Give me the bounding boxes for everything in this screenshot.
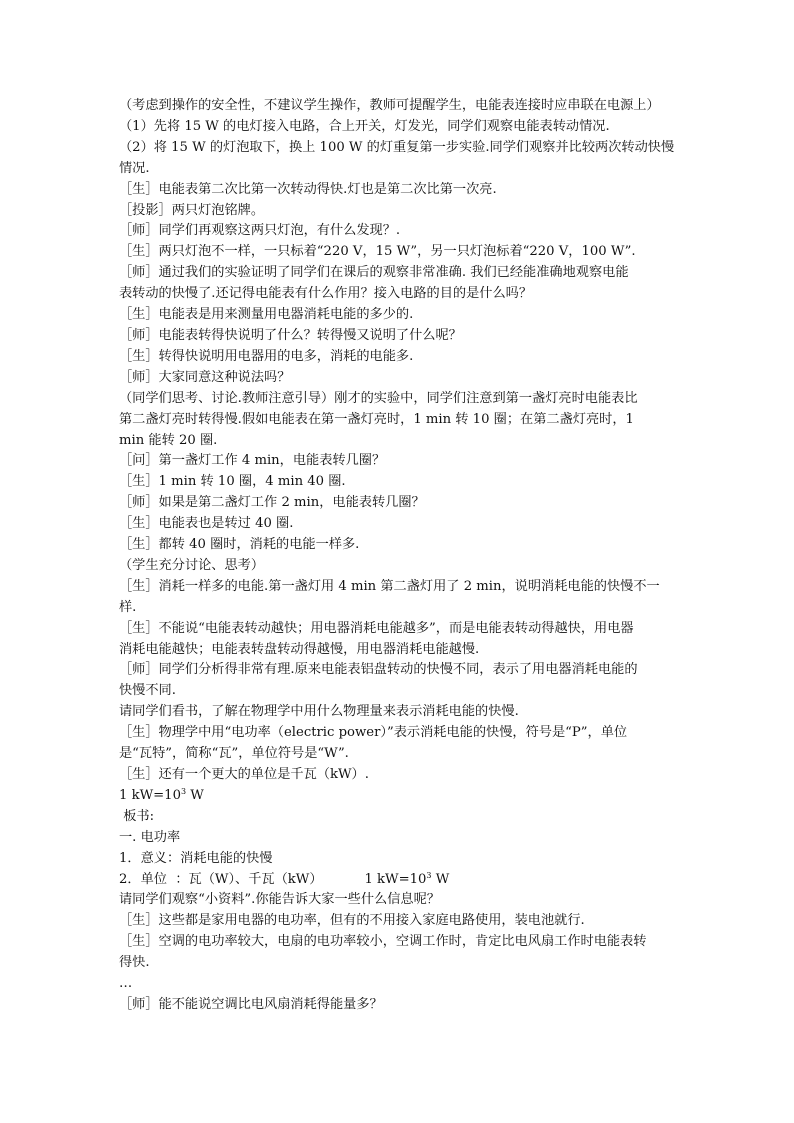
text-line: ［师］能不能说空调比电风扇消耗得能量多？ <box>119 996 383 1012</box>
text-line: ［师］如果是第二盏灯工作 2 min，电能表转几圈？ <box>119 495 425 511</box>
unit-suffix: W <box>431 871 450 887</box>
text-line: ［师］通过我们的实验证明了同学们在课后的观察非常准确. 我们已经能准确地观察电能 <box>119 265 629 281</box>
text-line: ［生］1 min 转 10 圈，4 min 40 圈. <box>119 474 346 490</box>
text-line: ［师］同学们分析得非常有理.原来电能表铝盘转动的快慢不同，表示了用电器消耗电能的 <box>119 662 638 678</box>
text-line: 表转动的快慢了.还记得电能表有什么作用？接入电路的目的是什么吗？ <box>119 286 533 302</box>
text-line: （学生充分讨论、思考） <box>119 557 265 573</box>
text-line: ［投影］两只灯泡铭牌。 <box>119 202 265 218</box>
text-line: 样. <box>119 599 137 615</box>
unit-text: 2．单位 ：瓦（W）、千瓦（kW） 1 kW=10 <box>119 871 427 887</box>
unit-conversion-line <box>119 786 679 807</box>
text-line: ［生］不能说“电能表转动越快；用电器消耗电能越多”，而是电能表转动得越快，用电器 <box>119 620 634 636</box>
text-line: 一. 电功率 <box>119 829 181 845</box>
text-line: 快慢不同. <box>119 683 176 699</box>
text-line: （1）先将 15 W 的电灯接入电路，合上开关，灯发光，同学们观察电能表转动情况. <box>119 118 610 134</box>
text-line: ［生］电能表第二次比第一次转动得快.灯也是第二次比第一次亮. <box>119 181 497 197</box>
text-line: min 能转 20 圈. <box>119 432 218 448</box>
text-line: ［师］电能表转得快说明了什么？转得慢又说明了什么呢？ <box>119 327 462 343</box>
text-line: ［生］还有一个更大的单位是千瓦（kW）. <box>119 767 369 782</box>
unit-conversion-text: 1 kW=10 <box>119 787 181 803</box>
unit-suffix: W <box>186 787 204 803</box>
document-body <box>119 96 679 1016</box>
text-line: 情况. <box>119 160 150 176</box>
text-line: ［生］空调的电功率较大，电扇的电功率较小，空调工作时，肯定比电风扇工作时电能表转 <box>119 934 647 950</box>
text-line: 请同学们看书，了解在物理学中用什么物理量来表示消耗电能的快慢. <box>119 704 519 720</box>
text-line: ［生］转得快说明用电器用的电多，消耗的电能多. <box>119 348 414 364</box>
text-line: ［师］同学们再观察这两只灯泡，有什么发现？. <box>119 223 401 239</box>
text-line: ［生］电能表是用来测量用电器消耗电能的多少的. <box>119 307 414 323</box>
text-line: ［生］电能表也是转过 40 圈. <box>119 516 294 532</box>
text-line: ［生］消耗一样多的电能.第一盏灯用 4 min 第二盏灯用了 2 min，说明消耗电能的快慢不一 <box>119 578 660 594</box>
text-line: ［生］两只灯泡不一样，一只标着“220 V，15 W”，另一只灯泡标着“220 V，100 W”. <box>119 244 636 260</box>
text-line: ［生］都转 40 圈时，消耗的电能一样多. <box>119 537 360 553</box>
text-line: ［师］大家同意这种说法吗？ <box>119 369 291 385</box>
text-line: ［问］第一盏灯工作 4 min，电能表转几圈？ <box>119 453 386 469</box>
unit-exponent: 3 <box>180 786 187 796</box>
text-line: ［生］这些都是家用电器的电功率，但有的不用接入家庭电路使用，装电池就行. <box>119 913 585 929</box>
text-line: ［生］物理学中用“电功率（electric power）”表示消耗电能的快慢，符号是“P”，单位 <box>119 725 628 741</box>
text-line: （2）将 15 W 的灯泡取下，换上 100 W 的灯重复第一步实验.同学们观察并比较两次转动快慢 <box>119 139 675 155</box>
text-line: 请同学们观察“小资料”.你能告诉大家一些什么信息呢？ <box>119 892 440 908</box>
unit-exponent: 3 <box>426 870 432 880</box>
text-line: 消耗电能越快；电能表转盘转动得越慢，用电器消耗电能越慢. <box>119 641 480 657</box>
unit-line <box>119 870 679 891</box>
ellipsis-line: … <box>119 976 133 992</box>
text-line: 是“瓦特”，简称“瓦”，单位符号是“W”. <box>119 746 349 762</box>
text-line: 得快. <box>119 955 150 971</box>
text-line: 第二盏灯亮时转得慢.假如电能表在第一盏灯亮时，1 min 转 10 圈；在第二盏灯亮时，1 <box>119 411 634 427</box>
text-line: 1．意义：消耗电能的快慢 <box>119 850 273 866</box>
text-line: 板书: <box>119 808 155 824</box>
text-line: （考虑到操作的安全性，不建议学生操作，教师可提醒学生，电能表连接时应串联在电源上） <box>119 98 660 113</box>
text-line: （同学们思考、讨论.教师注意引导）刚才的实验中，同学们注意到第一盏灯亮时电能表比 <box>119 390 638 406</box>
